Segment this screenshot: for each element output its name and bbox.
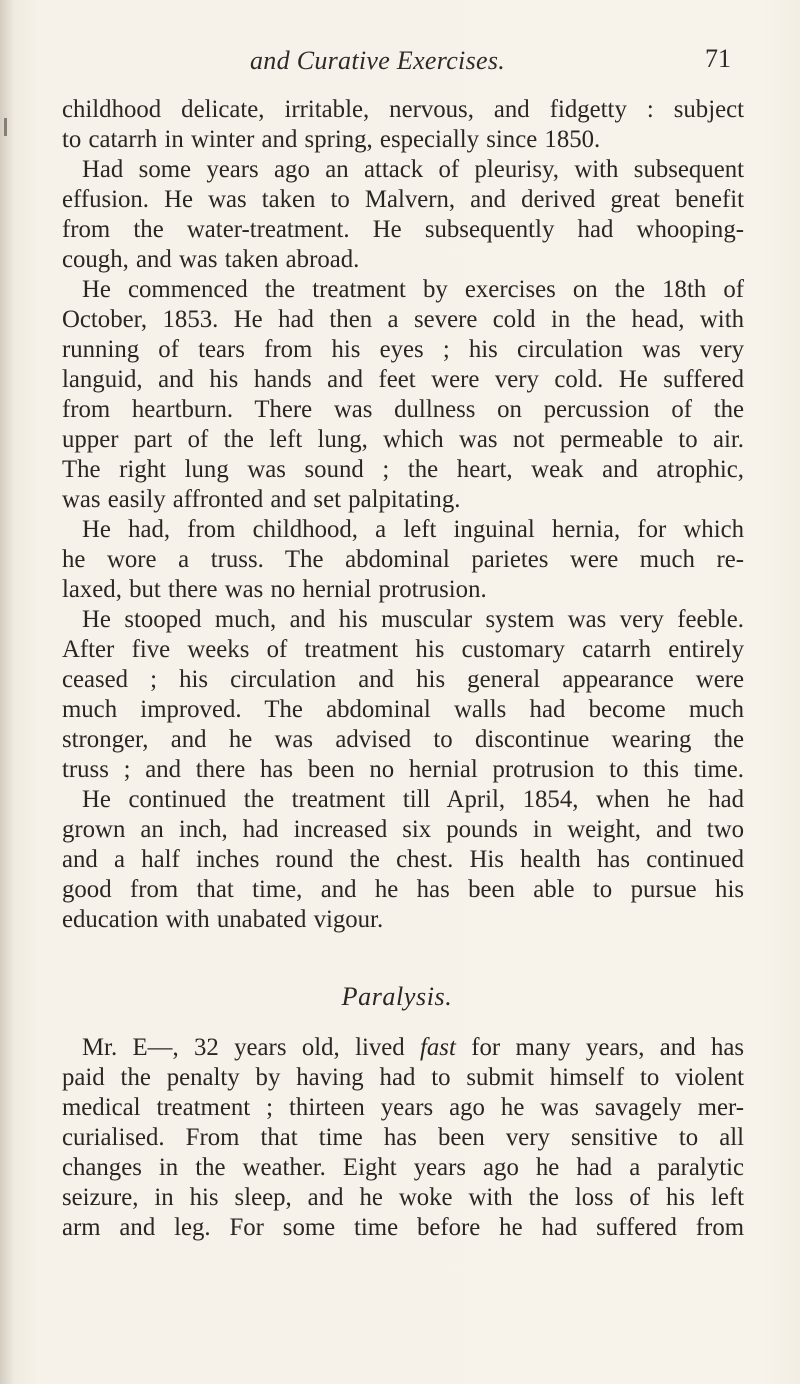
- emphasis: fast: [420, 1034, 456, 1061]
- text-line: medical treatment ; thirteen years ago he was savagely mer-: [62, 1094, 744, 1121]
- text-line: He stooped much, and his muscular system was very feeble.: [82, 606, 744, 633]
- text-line: laxed, but there was no hernial protrusion.: [62, 576, 487, 603]
- text-line: upper part of the left lung, which was not permeable to air.: [62, 426, 744, 453]
- text-line: from heartburn. There was dullness on percussion of the: [62, 396, 744, 423]
- text-line: childhood delicate, irritable, nervous, and fidgetty : subject: [62, 96, 744, 123]
- text-line: He had, from childhood, a left inguinal hernia, for which: [82, 516, 744, 543]
- text-line: languid, and his hands and feet were very cold. He suffered: [62, 366, 744, 393]
- margin-mark: [4, 118, 7, 136]
- text-line: The right lung was sound ; the heart, weak and atrophic,: [62, 456, 744, 483]
- text-line: grown an inch, had increased six pounds in weight, and two: [62, 816, 744, 843]
- text-line: October, 1853. He had then a severe cold in the head, with: [62, 306, 744, 333]
- text-line: changes in the weather. Eight years ago he had a paralytic: [62, 1154, 744, 1181]
- text-line: Mr. E—, 32 years old, lived fast for many years, and has: [82, 1034, 745, 1061]
- text-line: education with unabated vigour.: [62, 906, 384, 933]
- text-line: was easily affronted and set palpitating.: [62, 486, 461, 513]
- text-line: truss ; and there has been no hernial protrusion to this time.: [62, 756, 744, 783]
- page-number: 71: [705, 44, 731, 73]
- text-line: He continued the treatment till April, 1854, when he had: [82, 786, 744, 813]
- text-line: paid the penalty by having had to submit himself to violent: [62, 1064, 744, 1091]
- text-line: and a half inches round the chest. His health has continued: [62, 846, 744, 873]
- running-head: and Curative Exercises.: [250, 46, 506, 75]
- spine-shadow: [0, 0, 14, 1384]
- text-line: running of tears from his eyes ; his circulation was very: [62, 336, 744, 363]
- text-line: he wore a truss. The abdominal parietes were much re-: [62, 546, 744, 573]
- text-line: much improved. The abdominal walls had become much: [62, 696, 744, 723]
- text-line: effusion. He was taken to Malvern, and derived great benefit: [62, 186, 744, 213]
- text-line: stronger, and he was advised to discontinue wearing the: [62, 726, 744, 753]
- text-line: good from that time, and he has been able to pursue his: [62, 876, 744, 903]
- text-line: to catarrh in winter and spring, especially since 1850.: [62, 126, 601, 153]
- body-text: [62, 95, 744, 1243]
- section-heading: [62, 967, 744, 1027]
- section-heading-text: Paralysis.: [341, 982, 453, 1011]
- text-line: After five weeks of treatment his customary catarrh entirely: [62, 636, 744, 663]
- text-line: Had some years ago an attack of pleurisy, with subsequent: [82, 156, 744, 183]
- text-line: seizure, in his sleep, and he woke with the loss of his left: [62, 1184, 744, 1211]
- text-line: curialised. From that time has been very sensitive to all: [62, 1124, 744, 1151]
- text-line: He commenced the treatment by exercises on the 18th of: [82, 276, 744, 303]
- text-line: cough, and was taken abroad.: [62, 246, 360, 273]
- text-line: from the water-treatment. He subsequently had whooping-: [62, 216, 744, 243]
- text-line: arm and leg. For some time before he had suffered from: [62, 1214, 744, 1241]
- text-line: ceased ; his circulation and his general appearance were: [62, 666, 744, 693]
